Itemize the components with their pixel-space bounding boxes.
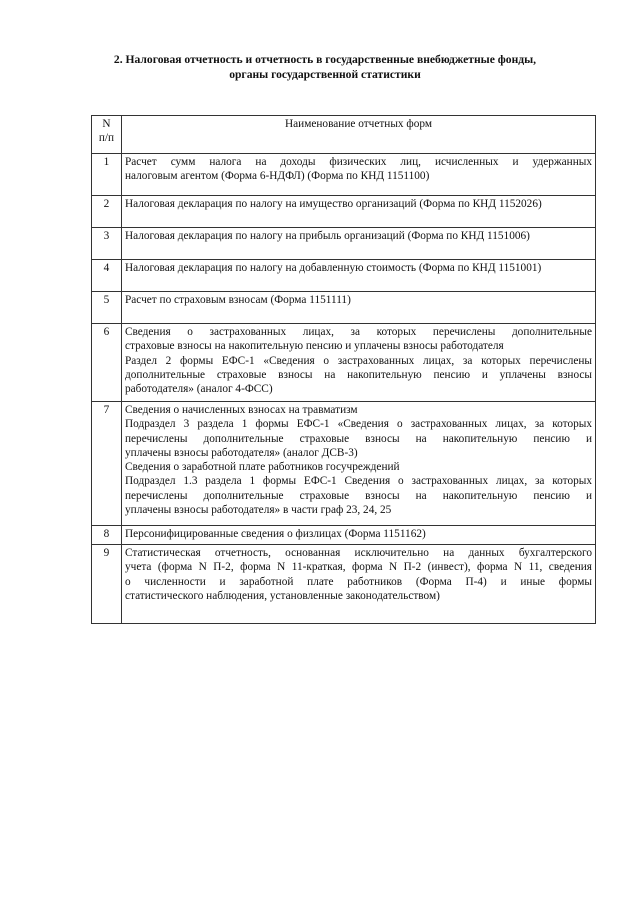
form-name-line: учета (форма N П-2, форма N 11-краткая, форма N П-2 (инвест), форма N 11, сведения	[125, 561, 592, 574]
row-number: 5	[92, 292, 122, 324]
table-row	[92, 545, 596, 624]
row-number: 7	[92, 402, 122, 526]
table-row	[92, 228, 596, 260]
row-number: 9	[92, 545, 122, 624]
table-row	[92, 526, 596, 545]
column-header-number-line-2: п/п	[98, 132, 115, 145]
column-header-form-name: Наименование отчетных форм	[122, 116, 596, 154]
form-name-line: Подраздел 3 раздела 1 формы ЕФС-1 «Сведения о застрахованных лицах, за которых	[125, 418, 592, 431]
table-row	[92, 324, 596, 402]
form-name-line: Персонифицированные сведения о физлицах (Форма 1151162)	[125, 528, 426, 540]
form-name-line: Расчет сумм налога на доходы физических лиц, исчисленных и удержанных	[125, 156, 592, 168]
form-name-cell	[122, 526, 596, 545]
form-name-line: Сведения о застрахованных лицах, за которых перечислены дополнительные	[125, 326, 592, 338]
form-name-cell	[122, 260, 596, 292]
form-name-cell	[122, 154, 596, 196]
row-number: 4	[92, 260, 122, 292]
form-name-line: о численности и заработной плате работников (Форма П-4) и иные формы	[125, 575, 592, 588]
row-number: 8	[92, 526, 122, 545]
table-row	[92, 292, 596, 324]
row-number: 2	[92, 196, 122, 228]
section-heading-line-2: органы государственной статистики	[229, 68, 421, 81]
form-name-line: Расчет по страховым взносам (Форма 1151111)	[125, 294, 351, 306]
row-number: 1	[92, 154, 122, 196]
form-name-line: Налоговая декларация по налогу на имущество организаций (Форма по КНД 1152026)	[125, 198, 542, 210]
form-name-line: перечислены дополнительные страховые взносы на накопительную пенсию и	[125, 489, 592, 502]
form-name-line: Сведения о заработной плате работников госучреждений	[125, 461, 400, 474]
form-name-cell	[122, 545, 596, 624]
form-name-line: Статистическая отчетность, основанная исключительно на данных бухгалтерского	[125, 547, 592, 559]
form-name-line: уплачены взносы работодателя» (аналог ДСВ-3)	[125, 446, 358, 459]
column-header-number	[92, 116, 122, 154]
form-name-line: Налоговая декларация по налогу на прибыль организаций (Форма по КНД 1151006)	[125, 230, 530, 242]
row-number: 6	[92, 324, 122, 402]
form-name-line: статистического наблюдения, установленные законодательством)	[125, 589, 440, 602]
form-name-line: Раздел 2 формы ЕФС-1 «Сведения о застрахованных лицах, за которых перечислены	[125, 354, 592, 367]
form-name-cell	[122, 402, 596, 526]
form-name-line: Налоговая декларация по налогу на добавленную стоимость (Форма по КНД 1151001)	[125, 262, 542, 274]
form-name-line: дополнительные страховые взносы на накопительную пенсию и уплачены взносы	[125, 368, 592, 381]
section-heading	[60, 52, 590, 82]
table-row	[92, 260, 596, 292]
form-name-cell	[122, 324, 596, 402]
section-heading-line-1: 2. Налоговая отчетность и отчетность в государственные внебюджетные фонды,	[113, 53, 537, 66]
form-name-line: уплачены взносы работодателя» в части граф 23, 24, 25	[125, 504, 392, 517]
form-name-line: работодателя» (аналог 4-ФСС)	[125, 383, 273, 396]
table-row	[92, 154, 596, 196]
column-header-number-line-1: N	[102, 118, 111, 130]
table-row	[92, 196, 596, 228]
form-name-cell	[122, 228, 596, 260]
table-header-row	[92, 116, 596, 154]
table-row	[92, 402, 596, 526]
form-name-line: Подраздел 1.3 раздела 1 формы ЕФС-1 Сведения о застрахованных лицах, за которых	[125, 475, 592, 488]
form-name-line: перечислены дополнительные страховые взносы на накопительную пенсию и	[125, 432, 592, 445]
table-body	[92, 154, 596, 624]
row-number: 3	[92, 228, 122, 260]
form-name-line: Сведения о начисленных взносах на травматизм	[125, 404, 358, 416]
form-name-cell	[122, 196, 596, 228]
form-name-line: налоговым агентом (Форма 6-НДФЛ) (Форма по КНД 1151100)	[125, 170, 430, 183]
form-name-line: страховые взносы на накопительную пенсию и уплачены взносы работодателя	[125, 340, 504, 353]
form-name-cell	[122, 292, 596, 324]
reporting-forms-table	[91, 115, 596, 624]
